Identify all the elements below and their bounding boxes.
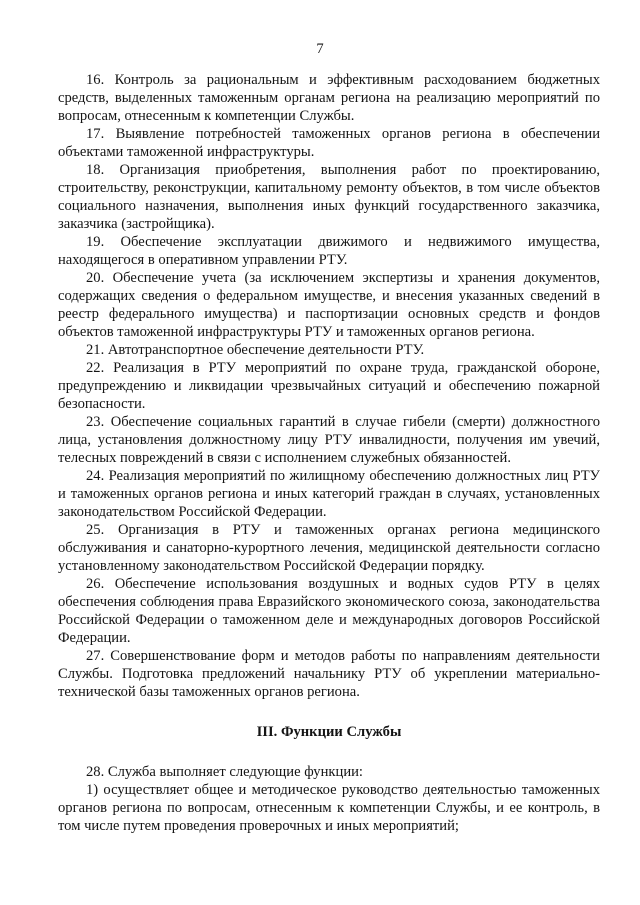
paragraph-28: 28. Служба выполняет следующие функции: <box>86 764 363 780</box>
paragraph-20: 20. Обеспечение учета (за исключением экспертизы и хранения документов, содержащих сведения о федеральном имуществе, и внесения указанных сведений в реестр федерального имущества) и паспортизации основных средств и фондов объектов таможенной инфраструктуры РТУ и таможенных органов региона. <box>58 270 600 340</box>
paragraph-21: 21. Автотранспортное обеспечение деятельности РТУ. <box>86 342 425 358</box>
paragraph-24: 24. Реализация мероприятий по жилищному обеспечению должностных лиц РТУ и таможенных органов региона и иных категорий граждан в случаях, установленных законодательством Российской Федерации. <box>58 468 600 520</box>
document-body <box>58 71 600 835</box>
paragraph-22: 22. Реализация в РТУ мероприятий по охране труда, гражданской обороне, предупреждению и ликвидации чрезвычайных ситуаций и обеспечению пожарной безопасности. <box>58 360 600 412</box>
paragraph-18: 18. Организация приобретения, выполнения работ по проектированию, строительству, реконструкции, капитальному ремонту объектов, в том числе объектов социального назначения, выполнения иных функций государственного заказчика, заказчика (застройщика). <box>58 162 600 232</box>
function-item-1: 1) осуществляет общее и методическое руководство деятельностью таможенных органов региона по вопросам, отнесенным к компетенции Службы, и ее контроль, в том числе путем проведения проверочных и иных мероприятий; <box>58 782 600 834</box>
page-number: 7 <box>316 41 324 57</box>
paragraph-25: 25. Организация в РТУ и таможенных органах региона медицинского обслуживания и санаторно-курортного лечения, медицинской деятельности согласно установленному законодательством Российской Федерации порядку. <box>58 522 600 574</box>
section-heading: III. Функции Службы <box>256 724 402 740</box>
paragraph-17: 17. Выявление потребностей таможенных органов региона в обеспечении объектами таможенной инфраструктуры. <box>58 126 600 160</box>
paragraph-19: 19. Обеспечение эксплуатации движимого и недвижимого имущества, находящегося в оперативном управлении РТУ. <box>58 234 600 268</box>
paragraph-26: 26. Обеспечение использования воздушных и водных судов РТУ в целях обеспечения соблюдения права Евразийского экономического союза, законодательства Российской Федерации о таможенном деле и международных договоров Российской Федерации. <box>58 576 600 646</box>
paragraph-16: 16. Контроль за рациональным и эффективным расходованием бюджетных средств, выделенных таможенным органам региона на реализацию мероприятий по вопросам, отнесенным к компетенции Службы. <box>58 72 600 124</box>
paragraph-27: 27. Совершенствование форм и методов работы по направлениям деятельности Службы. Подготовка предложений начальнику РТУ об укреплении материально-технической базы таможенных органов региона. <box>58 648 600 700</box>
paragraph-23: 23. Обеспечение социальных гарантий в случае гибели (смерти) должностного лица, установления должностному лицу РТУ инвалидности, получения им увечий, телесных повреждений в связи с исполнением служебных обязанностей. <box>58 414 600 466</box>
